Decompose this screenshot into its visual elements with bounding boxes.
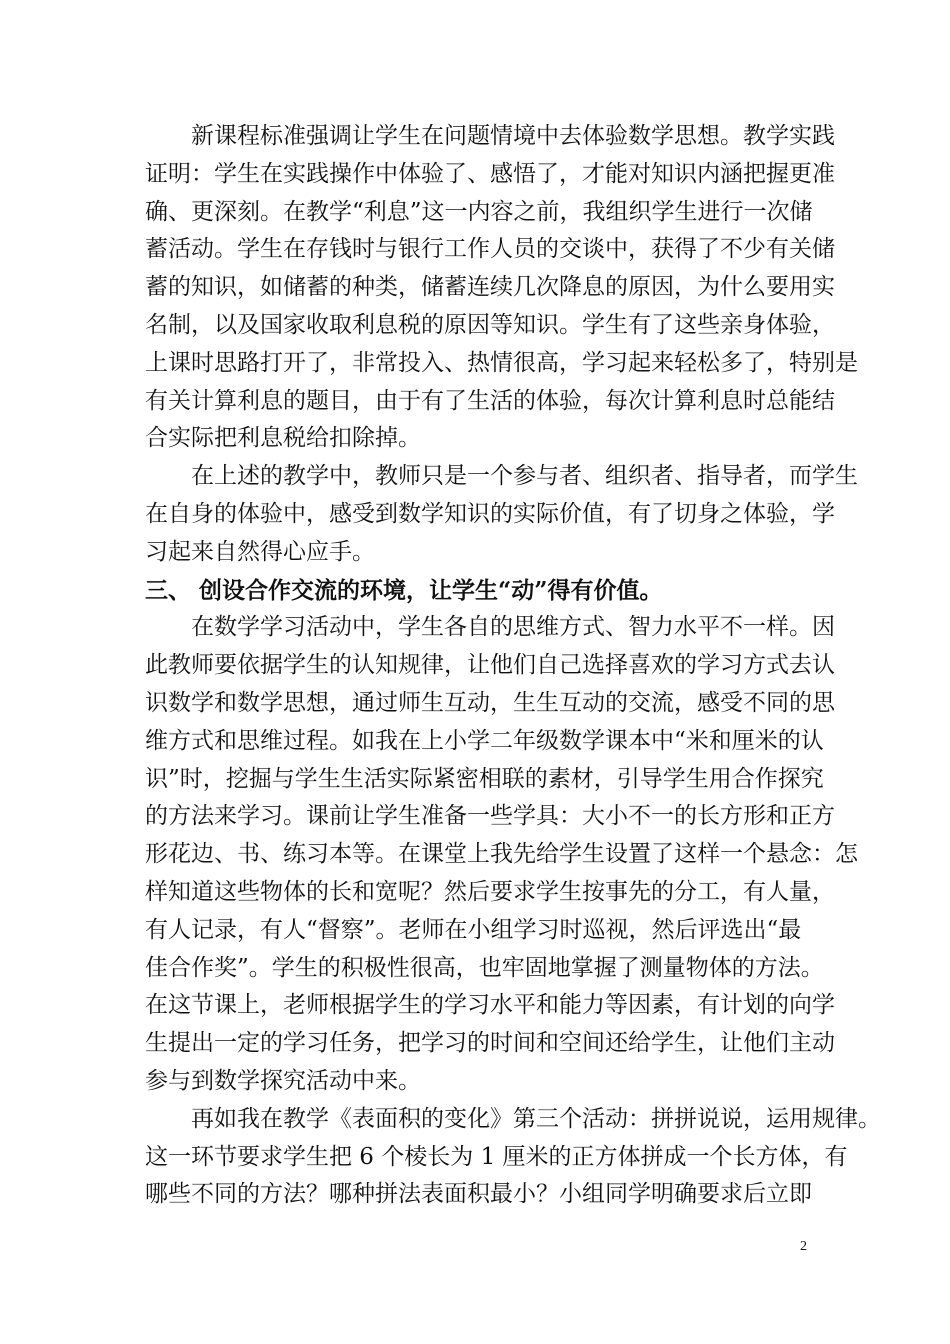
paragraph-line: 蓄活动。学生在存钱时与银行工作人员的交谈中，获得了不少有关储	[145, 236, 835, 263]
section-heading: 三、 创设合作交流的环境，让学生“动”得有价值。	[145, 576, 663, 604]
paragraph-line: 维方式和思维过程。如我在上小学二年级数学课本中“米和厘米的认	[145, 727, 824, 754]
paragraph-line: 有人记录，有人“督察”。老师在小组学习时巡视，然后评选出“最	[145, 916, 802, 943]
paragraph-line: 蓄的知识，如储蓄的种类，储蓄连续几次降息的原因，为什么要用实	[145, 274, 835, 301]
paragraph-line: 哪些不同的方法？哪种拼法表面积最小？小组同学明确要求后立即	[145, 1181, 812, 1208]
paragraph-line: 上课时思路打开了，非常投入、热情很高，学习起来轻松多了，特别是	[145, 349, 858, 376]
paragraph-line: 证明：学生在实践操作中体验了、感悟了，才能对知识内涵把握更准	[145, 160, 835, 187]
paragraph-line: 样知道这些物体的长和宽呢？然后要求学生按事先的分工，有人量，	[145, 878, 835, 905]
paragraph-line: 在自身的体验中，感受到数学知识的实际价值，有了切身之体验，学	[145, 500, 835, 527]
paragraph-line: 习起来自然得心应手。	[145, 538, 375, 565]
paragraph-line: 在数学学习活动中，学生各自的思维方式、智力水平不一样。因	[191, 614, 835, 641]
paragraph-line: 形花边、书、练习本等。在课堂上我先给学生设置了这样一个悬念：怎	[145, 841, 858, 868]
paragraph-line: 识”时，挖掘与学生生活实际紧密相联的素材，引导学生用合作探究	[145, 765, 824, 792]
paragraph-line: 参与到数学探究活动中来。	[145, 1067, 421, 1094]
paragraph-line: 确、更深刻。在教学“利息”这一内容之前，我组织学生进行一次储	[145, 198, 813, 225]
paragraph-line: 此教师要依据学生的认知规律，让他们自己选择喜欢的学习方式去认	[145, 652, 835, 679]
paragraph-line: 在这节课上，老师根据学生的学习水平和能力等因素，有计划的向学	[145, 992, 835, 1019]
paragraph-line: 的方法来学习。课前让学生准备一些学具：大小不一的长方形和正方	[145, 803, 835, 830]
paragraph-line: 这一环节要求学生把 6 个棱长为 1 厘米的正方体拼成一个长方体，有	[145, 1143, 848, 1170]
page-number: 2	[800, 1239, 807, 1254]
paragraph-line: 佳合作奖”。学生的积极性很高，也牢固地掌握了测量物体的方法。	[145, 954, 824, 981]
paragraph-line: 新课程标准强调让学生在问题情境中去体验数学思想。教学实践	[191, 123, 835, 149]
paragraph-line: 再如我在教学《表面积的变化》第三个活动：拼拼说说，运用规律。	[191, 1105, 881, 1132]
paragraph-line: 在上述的教学中，教师只是一个参与者、组织者、指导者，而学生	[191, 463, 858, 490]
paragraph-line: 识数学和数学思想，通过师生互动，生生互动的交流，感受不同的思	[145, 689, 835, 716]
paragraph-line: 有关计算利息的题目，由于有了生活的体验，每次计算利息时总能结	[145, 387, 835, 414]
paragraph-line: 合实际把利息税给扣除掉。	[145, 425, 421, 452]
paragraph-line: 生提出一定的学习任务，把学习的时间和空间还给学生，让他们主动	[145, 1030, 835, 1057]
paragraph-line: 名制，以及国家收取利息税的原因等知识。学生有了这些亲身体验，	[145, 311, 835, 338]
document-body	[145, 118, 881, 1214]
